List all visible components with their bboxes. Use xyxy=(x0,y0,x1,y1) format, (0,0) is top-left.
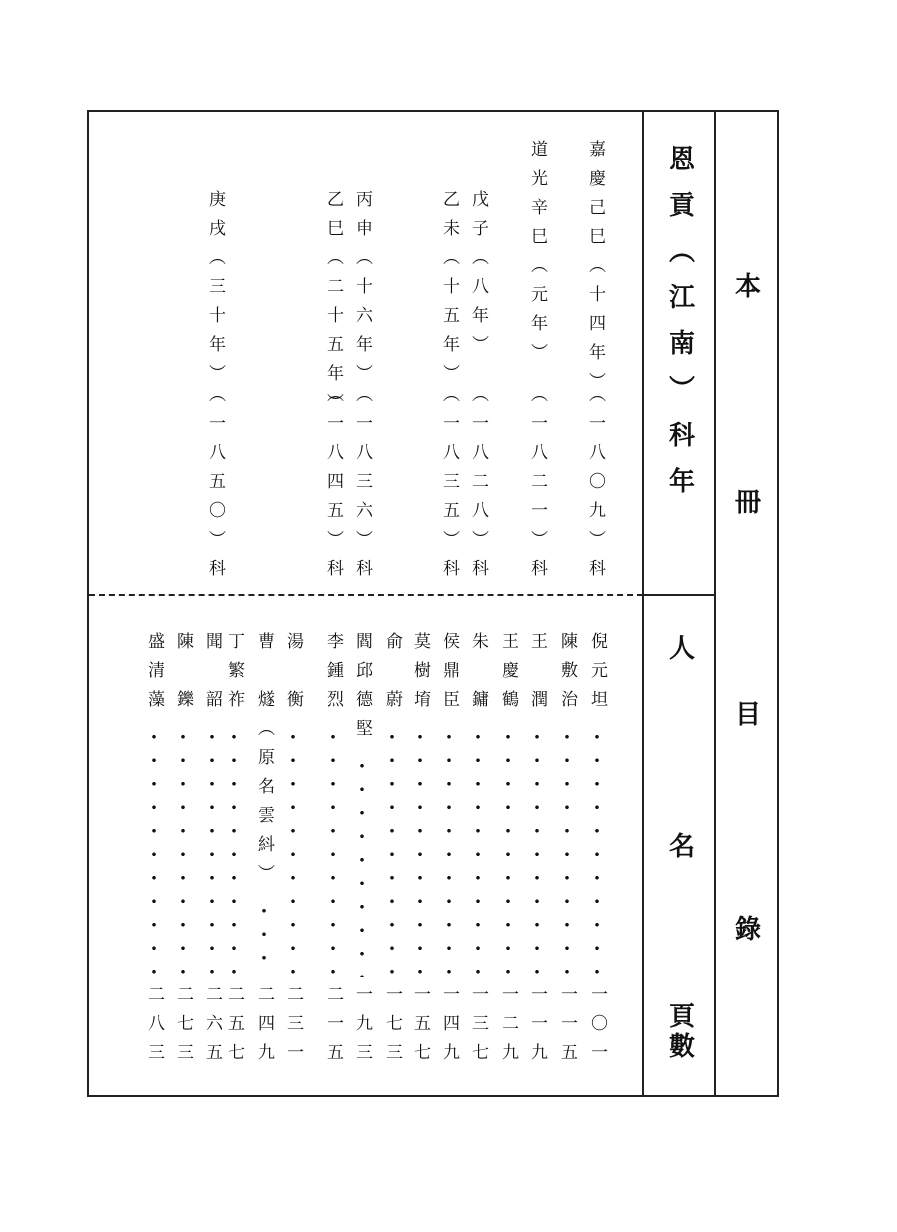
person-name: 李鍾烈 xyxy=(323,632,343,719)
year: （一八四五）科 xyxy=(323,385,343,588)
side-title-char: 目 xyxy=(734,700,761,730)
page-number: 二六五 xyxy=(202,985,222,1072)
person-name: 王 潤 xyxy=(527,632,547,719)
year-entry xyxy=(583,140,607,588)
page-number: 二八三 xyxy=(144,985,164,1072)
list-item xyxy=(142,632,166,1072)
side-title-char: 本 xyxy=(734,272,761,302)
list-item xyxy=(496,632,520,1072)
dot-leader xyxy=(330,725,336,977)
person-name: 王慶鶴 xyxy=(498,632,518,719)
year: （一八三五）科 xyxy=(439,385,459,588)
page-number: 一〇一 xyxy=(587,985,607,1072)
person-name: 俞 蔚 xyxy=(382,632,402,719)
dot-leader xyxy=(534,725,540,977)
dot-leader xyxy=(594,725,600,977)
page-number: 二五七 xyxy=(224,985,244,1072)
page-number: 二七三 xyxy=(173,985,193,1072)
list-item xyxy=(252,632,276,1072)
page-number: 一一五 xyxy=(557,985,577,1072)
list-item xyxy=(222,632,246,1072)
year-entry xyxy=(350,140,374,588)
page-number: 一七三 xyxy=(382,985,402,1072)
era: 乙未（十五年） xyxy=(439,190,459,393)
person-name: 陳敷治 xyxy=(557,632,577,719)
list-item xyxy=(281,632,305,1072)
person-name: 閻邱德堅 xyxy=(352,632,372,748)
page-number: 一一九 xyxy=(527,985,547,1072)
list-item xyxy=(321,632,345,1072)
dot-leader xyxy=(475,725,481,977)
divider xyxy=(642,110,644,1097)
list-item xyxy=(437,632,461,1072)
year-entry xyxy=(525,140,549,588)
header-name-label: 人 名 xyxy=(664,634,695,898)
era: 丙申（十六年） xyxy=(352,190,372,393)
page-number: 二三一 xyxy=(283,985,303,1072)
page-number: 一五七 xyxy=(410,985,430,1072)
person-name: 湯 衡 xyxy=(283,632,303,719)
person-name: 莫樹堉 xyxy=(410,632,430,719)
person-name: 侯鼎臣 xyxy=(439,632,459,719)
era: 道光辛巳（元年） xyxy=(527,140,547,372)
person-name: 丁繁祚 xyxy=(224,632,244,719)
year: （一八二八）科 xyxy=(468,385,488,588)
era: 戊子（八年） xyxy=(468,190,488,364)
person-name: 倪元坦 xyxy=(587,632,607,719)
page-number: 一二九 xyxy=(498,985,518,1072)
person-name: 盛清藻 xyxy=(144,632,164,719)
dot-leader xyxy=(359,754,365,977)
divider xyxy=(643,594,715,596)
divider xyxy=(714,110,716,1097)
page-number: 一九三 xyxy=(352,985,372,1072)
side-title-char: 錄 xyxy=(734,915,761,945)
page-number: 一四九 xyxy=(439,985,459,1072)
list-item xyxy=(585,632,609,1072)
dot-leader xyxy=(446,725,452,977)
era: 庚戌（三十年） xyxy=(205,190,225,393)
dot-leader xyxy=(180,725,186,977)
list-item xyxy=(171,632,195,1072)
person-name: 聞 韶 xyxy=(202,632,222,719)
list-item xyxy=(200,632,224,1072)
dot-leader xyxy=(261,899,267,977)
list-item xyxy=(466,632,490,1072)
year: （一八〇九）科 xyxy=(585,385,605,588)
year-entry xyxy=(321,140,345,588)
header-page-label: 頁數 xyxy=(664,1002,695,1062)
person-name: 朱 鏞 xyxy=(468,632,488,719)
list-item xyxy=(408,632,432,1072)
year-entry xyxy=(203,140,227,588)
list-item xyxy=(555,632,579,1072)
dot-leader xyxy=(209,725,215,977)
era: 乙巳（二十五年） xyxy=(323,190,343,422)
dot-leader xyxy=(151,725,157,977)
person-name: 曹 燧（原名雲紏） xyxy=(254,632,274,893)
page-number: 一三七 xyxy=(468,985,488,1072)
list-item xyxy=(380,632,404,1072)
list-item xyxy=(525,632,549,1072)
year-entry xyxy=(466,140,490,588)
page-number: 二一五 xyxy=(323,985,343,1072)
era: 嘉慶己巳（十四年） xyxy=(585,140,605,401)
dot-leader xyxy=(564,725,570,977)
dashed-divider xyxy=(89,594,643,596)
dot-leader xyxy=(389,725,395,977)
list-item xyxy=(350,632,374,1072)
year-entry xyxy=(437,140,461,588)
header-page xyxy=(660,1002,700,1062)
header-year-label: 恩貢（江南）科年 xyxy=(664,145,695,513)
dot-leader xyxy=(231,725,237,977)
header-year xyxy=(660,145,700,513)
side-title-char: 冊 xyxy=(734,488,761,518)
year: （一八三六）科 xyxy=(352,385,372,588)
header-name xyxy=(660,634,700,898)
dot-leader xyxy=(417,725,423,977)
page-number: 二四九 xyxy=(254,985,274,1072)
person-name: 陳 鑠 xyxy=(173,632,193,719)
year: （一八五〇）科 xyxy=(205,385,225,588)
dot-leader xyxy=(505,725,511,977)
year: （一八二一）科 xyxy=(527,385,547,588)
dot-leader xyxy=(290,725,296,977)
